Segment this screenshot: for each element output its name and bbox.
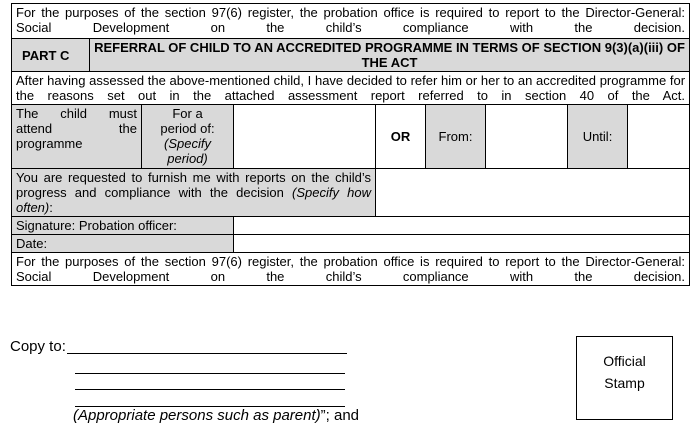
period-hint: (Specify period)	[164, 136, 211, 166]
part-title: REFERRAL OF CHILD TO AN ACCREDITED PROGRAMME IN TERMS OF SECTION 9(3)(a)(iii) OF THE ACT	[90, 39, 690, 72]
until-field[interactable]	[628, 105, 690, 169]
appropriate-persons	[73, 407, 359, 424]
copy-to-label: Copy to:	[10, 338, 66, 355]
date-field[interactable]	[234, 235, 690, 253]
reports-field[interactable]	[376, 169, 690, 217]
attend-line1: The child must	[16, 106, 137, 121]
reports-text: You are requested to furnish me with reports on the child’s progress and compliance with the decision	[16, 170, 371, 200]
signature-field[interactable]	[234, 217, 690, 235]
official-stamp-box	[576, 336, 673, 420]
stamp-line2: Stamp	[604, 375, 645, 391]
intro-text: After having assessed the above-mentioned child, I have decided to refer him or her to an accredited programme for the reasons set out in the attached assessment report referred to in section 40 of the Act.	[12, 72, 690, 105]
until-label: Until:	[568, 105, 628, 169]
period-field[interactable]	[234, 105, 376, 169]
copy-to-line-1[interactable]	[67, 353, 347, 354]
reports-hint: (Specify how often)	[16, 185, 372, 215]
period-line2: period of:	[160, 121, 215, 136]
stamp-line1: Official	[603, 353, 646, 369]
reports-colon: :	[49, 200, 53, 215]
reports-label	[12, 169, 376, 217]
attend-label	[12, 105, 142, 169]
part-label: PART C	[12, 39, 90, 72]
copy-to-line-2[interactable]	[75, 373, 345, 374]
period-line1: For a	[172, 106, 203, 121]
from-field[interactable]	[486, 105, 568, 169]
form-table	[11, 3, 690, 286]
from-label: From:	[426, 105, 486, 169]
referral-form	[11, 3, 689, 286]
bottom-note: For the purposes of the section 97(6) register, the probation office is required to report to the Director-General: Social Development on the child’s compliance with the decision.	[12, 253, 690, 286]
attend-line3: programme	[16, 136, 83, 151]
or-label: OR	[376, 105, 426, 169]
appropriate-text: (Appropriate persons such as parent)	[73, 407, 321, 424]
top-note: For the purposes of the section 97(6) register, the probation office is required to report to the Director-General: Social Development on the child’s compliance with the decision.	[12, 4, 690, 39]
signature-label: Signature: Probation officer:	[12, 217, 234, 235]
date-label: Date:	[12, 235, 234, 253]
copy-to-line-3[interactable]	[75, 389, 345, 390]
appropriate-tail: ”; and	[320, 407, 359, 424]
period-label	[142, 105, 234, 169]
attend-line2: attend the	[16, 121, 137, 136]
